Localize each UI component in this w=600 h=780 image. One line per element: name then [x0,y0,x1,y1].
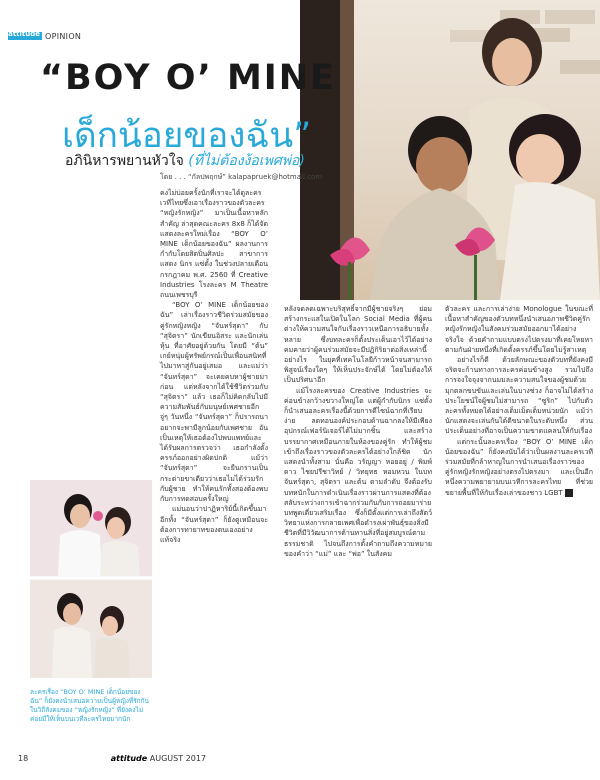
body-column-1 [160,188,268,545]
article-subtitle [65,150,305,172]
section-tag [8,30,81,42]
inset-photo [30,480,152,678]
paragraph [445,437,593,498]
paragraph: “BOY O’ MINE เด็กน้อยของฉัน” เล่าเรื่องราวชีวิตร่วมสมัยของคู่รักหญิงหญิง “จันทร์สุดา” กับ “สุจิตรา” นักเขียนอิสระ และนักเล่นหุ้น ที่อาศัยอยู่ด้วยกัน โดยมี “ต้น” เกย์หนุ่มผู้ทรัพย์กรณ์เป็นเพื่อนสนิทที่ไปมาหาสู่กันอยู่เสมอ และแม่ว่า “จันทร์สุดา” จะเคยคบหาผู้ชายมาก่อน แต่หลังจากได้ใช้ชีวิตร่วมกับ “สุจิตรา” แล้ว เธอก็ไม่คิดกลับไปมีความสัมพันธ์กับมนุษย์เพศชายอีก จู่ๆ วันหนึ่ง “จันทร์สุดา” ก็ปรารถนาอยากจะพามีลูกน้อยกับเพศชาย อันเป็นเหตุให้เธอต้องไปพบแพทย์และได้รับผลการตรวจว่า เธอกำลังตั้งครรภ์ออกอย่างผิดปกติ แม้ว่า “จันทร์สุดา” จะยืนกรานเป็นกระต่ายขาเดียวว่าเธอไม่ได้ร่วมรักกับผู้ชาย ทำให้คนรักทั้งสองต้องพบกับการทดสอบครั้งใหญ่ [160,301,268,504]
byline: โดย . . . “กัลปพฤกษ์” kalapapruek@hotmail.com [160,173,323,181]
page-number: 18 [18,754,29,763]
body-column-3 [445,304,593,498]
hero-photo [300,0,600,300]
page-footer [18,754,206,763]
end-mark-icon: a [565,489,573,497]
article-title-thai: เด็กน้อยของฉัน” [62,116,312,156]
body-column-2 [284,304,432,559]
paragraph: แม้โรงละครของ Creative Industries จะค่อนข้างกว้างขวางใหญ่โต แต่ผู้กำกับนิกร แซ่ตั้ง ก็นำเสนอละครเรื่องนี้ด้วยการดีไซน์ฉากที่เรียบง่าย ลดทอนองค์ประกอบด้านฉากลงให้มีเพียงอุปกรณ์เฟอร์นิเจอร์ได้ไม่มากชิ้น และสร้างบรรยากาศเหมือนภายในห้องของคู่รัก ทำให้ผู้ชมเข้าถึงเรื่องราวของตัวละครได้อย่างใกล้ชิด นักแสดงนำทั้งสาม นั่นคือ วรัญญา หอยอยู่ / พิมพ์ดาว ไชยปรีชาวิทย์ / วิทยุทธ หอมหวน ในบท จันทร์สุดา, สุจิตรา และต้น ตามลำดับ จึงต้องรับบทหนักในการดำเนินเรื่องราวผ่านการแสดงที่ต้องสลับระหว่างการเข้าฉากร่วมกันกับการถอยมาร่ายบทพูดเดี่ยวเสริมเรื่อง ซึ่งก็มีตั้งแต่การเล่าถึงสัตว์วิทยาแห่งการกลายเพศเพื่อดำรงเผ่าพันธุ์ของสิ่งมีชีวิตที่มีวิวัฒนาการต้านทานสิ่งที่อยู่สมบูรณ์ตามธรรมชาติ ไปจนถึงการตั้งคำถามถึงความหมายของคำว่า “แม่” และ “พ่อ” ในสังคม [284,386,432,558]
article-title-english: “BOY O’ MINE [40,58,337,98]
paragraph: หลังจดลดเฉพาะบริสุทธิ์จากมีผู้ชายจริงๆ ย่อมสร้างกระแสในเปิดในโลก Social Media ที่ผู้คนต่างให้ความสนใจกับเรื่องราวเหนือการอธิบายทั้งหลาย ซึ่งบทละครก็ตั้งประเด็นเอาไว้ได้อย่างคมคายว่าผู้คนร่วมสมัยจะมีปฏิกิริยาต่อสิ่งเหล่านี้อย่างไร ในยุคที่เทคโนโลยีก้าวหน้าจนสามารถพิสูจน์เรื่องใดๆ ให้เห็นประจักษ์ได้ โดยไม่ต้องให้เป็นปริศนาอีก [284,305,432,385]
footer-issue: AUGUST 2017 [149,754,206,763]
section-logo: attitude [8,30,40,38]
paragraph: อย่างไรก็ดี ด้วยลักษณะของตัวบทที่ยังคงมีจริตจะก้านทางการละครค่อนข้างสูง รวมไปถึงการจงใจจุงจากนมมละความสนใจของผู้ชมด้วยมุกตลกขบขันและเล่นในบางช่วง ก็อาจไม่ได้สร้างประโยชน์ใจผู้ชมไม่สามารถ “ซูริก” ไปกับตัวละครทั้งหมดได้อย่างเต็มเม็ดเต็มหน่วยนัก แม้ว่านักแสดงจะเล่นกันได้ดีขนาดในระดับหนึ่ง ส่วนประเด็นอย่างที่อาจเป็นความขาดแคลนให้กับเรื่อง [445,356,593,436]
paragraph-text: แต่กระนั้นละครเรื่อง “BOY O’ MINE เด็กน้อยของฉัน” ก็ยังคงนับได้ว่าเป็นผลงานละครเวทีร่วมสมัยที่กล้าหาญในการนำเสนอเรื่องราวของคู่รักหญิงรักหญิงอย่างตรงไปตรงมา และเป็นอีกหนึ่งความพยายามบนเวทีการละครไทย ที่ช่วยขยายพื้นที่ให้กับเรื่องเล่าของชาว LGBT [445,437,593,497]
paragraph: แม่นอนว่าปาฏิหาริย์นี้เกิดขึ้นมา อีกทั้ง “จันทร์สุดา” ก็ยังดูเหมือนจะต้องการทายาทของตนเองอย่างแท้จริง [160,505,268,544]
subtitle-parenthetical: (ที่ไม่ต้องง้อเพศพ่อ) [188,153,305,169]
footer-brand: attitude [110,754,148,763]
paragraph: ตัวละคร และการเล่าง่าย Monologue ในขณะที่เนื้อหาสำคัญของตัวบทหนึ่งนำเสนอภาพชีวิตคู่รักหญิงรักหญิงในสังคมร่วมสมัยออกมาได้อย่างจริงใจ ด้วยคำถามแบบตรงไปตรงมาที่เคยโหยหาตามกันฝ่ายหนึ่งที่เกิดตั้งครรภ์ขึ้นโดยไม่รู้สาเหตุ [445,305,593,354]
section-label: OPINION [45,31,82,41]
stage-photo-illustration [30,480,152,678]
photo-caption: ละครเรื่อง “BOY O’ MINE เด็กน้อยของฉัน” ก็ยังคงนำเสนอความเป็นผู้หญิงที่รักกันในวิถีสังคมของ “หญิงรักหญิง” ที่ยังคงไม่ค่อยมีให้เห็นบนเวทีละครไทยมากนัก [30,688,149,723]
cast-photo-illustration [300,0,600,300]
subtitle-main: อภินิหารพยานหัวใจ [65,153,184,169]
paragraph: คงไม่บ่อยครั้งนักที่เราจะได้ดูละครเวทีไทยซึ่งเอาเรื่องราวของตัวละคร “หญิงรักหญิง” มาเป็นเนื้อหาหลักสำคัญ ล่าสุดคณะละคร 8x8 ก็ได้จัดแสดงละครใหม่เรื่อง “BOY O’ MINE เด็กน้อยของฉัน” ผลงานการกำกับโดยสิตปิ่นศิลปะ สาขาการแสดง นิกร แซ่ตั้ง ในช่วงปลายเดือนกรกฎาคม พ.ศ. 2560 ที่ Creative Industries โรงละคร M Theatre ถนนเพชรบุรี [160,189,268,300]
